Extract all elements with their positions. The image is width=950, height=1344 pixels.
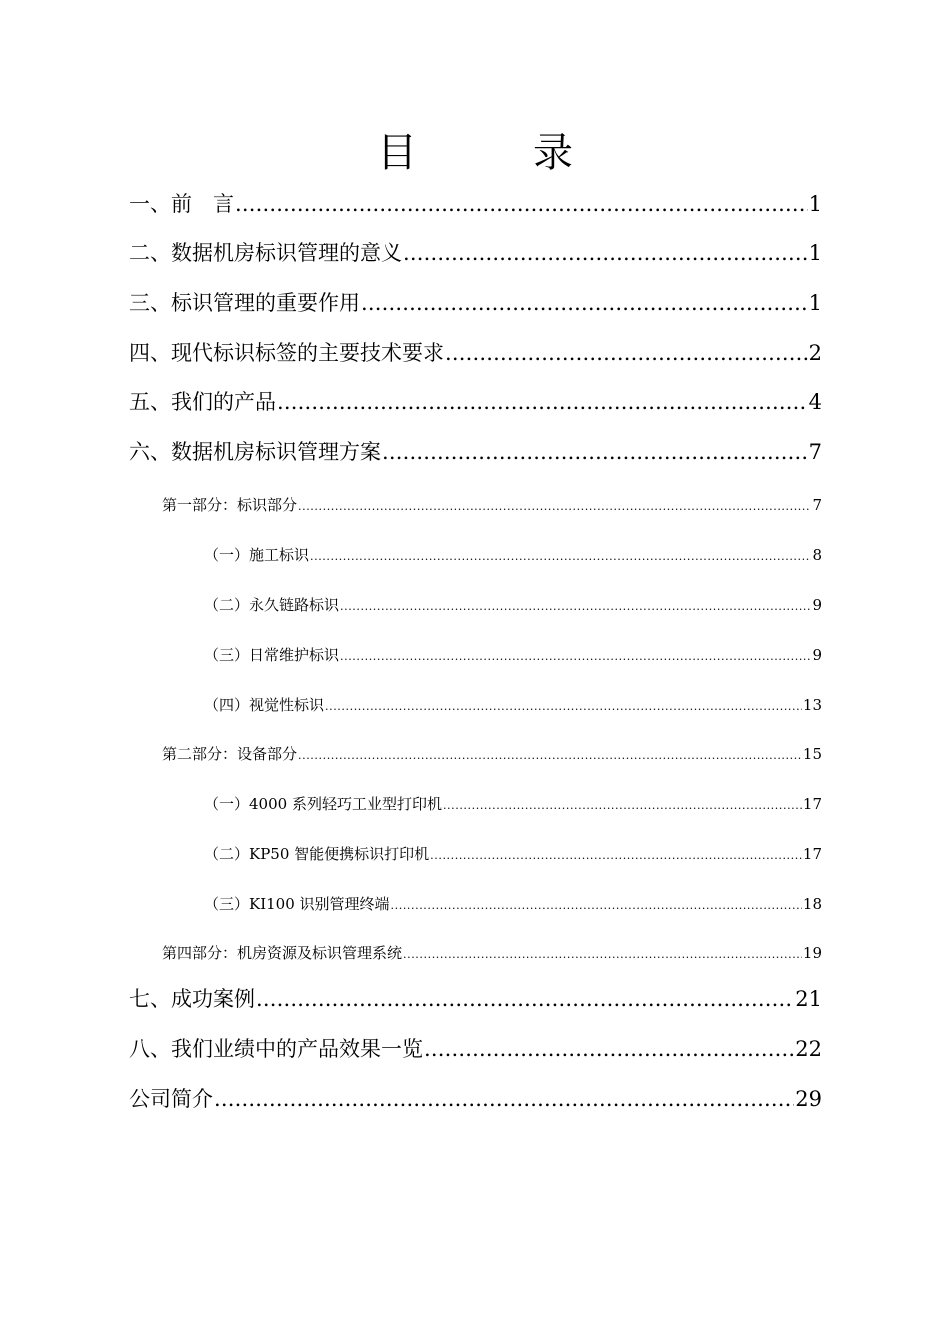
toc-entry[interactable] <box>129 1034 822 1064</box>
toc-entry-page: 7 <box>812 496 822 514</box>
dot-leader <box>298 745 802 767</box>
toc-entry-label: 六、数据机房标识管理方案 <box>129 440 381 464</box>
toc-entry[interactable] <box>129 288 822 318</box>
toc-entry[interactable] <box>204 893 822 915</box>
toc-entry-page: 22 <box>795 1037 822 1061</box>
toc-entry-page: 18 <box>802 895 822 913</box>
toc-entry-label: 公司简介 <box>129 1087 213 1111</box>
toc-entry[interactable] <box>204 544 822 566</box>
dot-leader <box>325 696 802 718</box>
toc-entry-label: 一、前 言 <box>129 192 234 216</box>
toc-entry-page: 1 <box>808 291 822 315</box>
toc-entry-page: 29 <box>795 1087 822 1111</box>
dot-leader <box>391 895 802 917</box>
toc-entry-page: 7 <box>808 440 822 464</box>
toc-entry[interactable] <box>204 793 822 815</box>
toc-entry-label: 第四部分：机房资源及标识管理系统 <box>162 944 403 962</box>
toc-entry[interactable] <box>204 594 822 616</box>
toc-entry-label: 八、我们业绩中的产品效果一览 <box>129 1037 423 1061</box>
toc-entry-label: 第一部分：标识部分 <box>162 496 298 514</box>
dot-leader <box>214 1084 794 1114</box>
toc-entry-page: 9 <box>812 646 822 664</box>
toc-entry-label: （二）永久链路标识 <box>204 596 340 614</box>
toc-entry-label: （三）日常维护标识 <box>204 646 340 664</box>
toc-entry-page: 13 <box>802 696 822 714</box>
toc-entry[interactable] <box>162 743 822 765</box>
toc-entry[interactable] <box>129 338 822 368</box>
toc-entry-label: 二、数据机房标识管理的意义 <box>129 241 402 265</box>
toc-entry[interactable] <box>162 494 822 516</box>
toc-entry-page: 17 <box>802 795 822 813</box>
toc-entry-label: 第二部分：设备部分 <box>162 745 298 763</box>
toc-entry-label: （一）施工标识 <box>204 546 310 564</box>
toc-entry-page: 8 <box>812 546 822 564</box>
dot-leader <box>445 338 808 368</box>
dot-leader <box>277 387 808 417</box>
toc-entry-page: 19 <box>802 944 822 962</box>
toc-entry[interactable] <box>129 437 822 467</box>
toc-entry-page: 17 <box>802 845 822 863</box>
toc-entry-label: 五、我们的产品 <box>129 390 276 414</box>
toc-entry-page: 9 <box>812 596 822 614</box>
toc-entry-label: （一）4000 系列轻巧工业型打印机 <box>204 795 442 813</box>
toc-entry-page: 21 <box>795 987 822 1011</box>
toc-entry-label: 三、标识管理的重要作用 <box>129 291 360 315</box>
toc-entry[interactable] <box>129 984 822 1014</box>
toc-entry-page: 1 <box>808 241 822 265</box>
toc-entry-label: 四、现代标识标签的主要技术要求 <box>129 341 444 365</box>
dot-leader <box>310 546 811 568</box>
toc-entry[interactable] <box>204 843 822 865</box>
dot-leader <box>424 1034 794 1064</box>
dot-leader <box>361 288 808 318</box>
toc-entry-page: 4 <box>808 390 822 414</box>
toc-entry-label: （三）KI100 识别管理终端 <box>204 895 390 913</box>
toc-entry[interactable] <box>162 942 822 964</box>
toc-entry-label: （四）视觉性标识 <box>204 696 325 714</box>
toc-entry-page: 2 <box>808 341 822 365</box>
toc-entry[interactable] <box>204 644 822 666</box>
toc-entry[interactable] <box>204 694 822 716</box>
dot-leader <box>382 437 808 467</box>
dot-leader <box>430 845 802 867</box>
toc-entry-label: （二）KP50 智能便携标识打印机 <box>204 845 430 863</box>
dot-leader <box>256 984 794 1014</box>
toc-entry-page: 15 <box>802 745 822 763</box>
dot-leader <box>298 496 811 518</box>
toc-entry[interactable] <box>129 1084 822 1114</box>
dot-leader <box>443 795 802 817</box>
toc-entry[interactable] <box>129 387 822 417</box>
dot-leader <box>340 596 811 618</box>
toc-title: 目 录 <box>377 129 611 176</box>
toc-entry[interactable] <box>129 189 822 219</box>
dot-leader <box>403 238 808 268</box>
toc-entry-label: 七、成功案例 <box>129 987 255 1011</box>
dot-leader <box>403 944 802 966</box>
dot-leader <box>340 646 811 668</box>
dot-leader <box>235 189 808 219</box>
toc-entry-page: 1 <box>808 192 822 216</box>
toc-entry[interactable] <box>129 238 822 268</box>
